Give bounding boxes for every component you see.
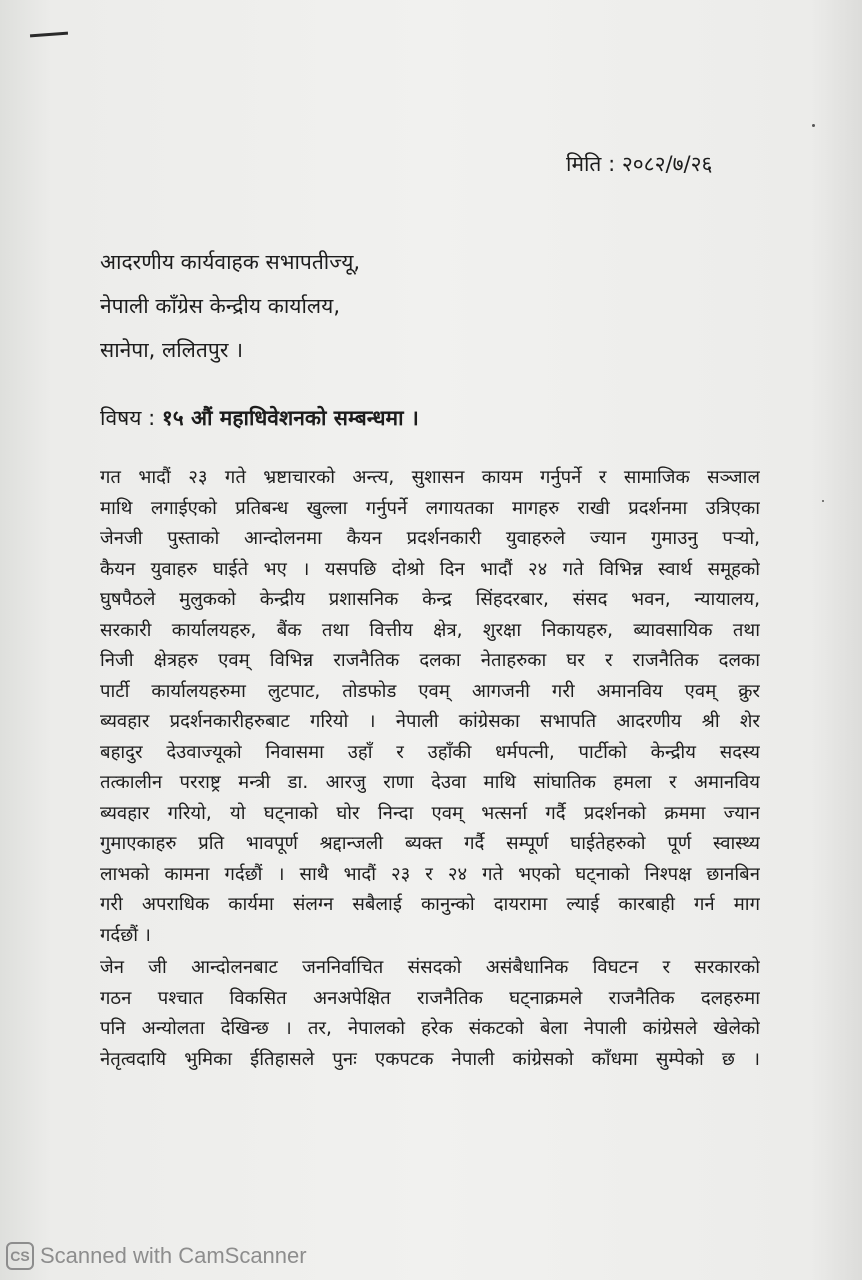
letter-body bbox=[100, 463, 760, 1075]
scan-speck bbox=[822, 500, 824, 502]
body-line: निजी क्षेत्रहरु एवम् विभिन्न राजनैतिक दलका नेताहरुका घर र राजनैतिक दलका bbox=[100, 650, 760, 671]
body-line: जेन जी आन्दोलनबाट जननिर्वाचित संसदको असंबैधानिक विघटन र सरकारको bbox=[100, 957, 760, 978]
recipient-line: नेपाली काँग्रेस केन्द्रीय कार्यालय, bbox=[100, 294, 340, 318]
body-line: जेनजी पुस्ताको आन्दोलनमा कैयन प्रदर्शनकारी युवाहरुले ज्यान गुमाउनु पर्‍यो, bbox=[100, 528, 760, 549]
pen-mark bbox=[30, 32, 68, 38]
subject-label: विषय : bbox=[100, 406, 156, 430]
body-line: पनि अन्योलता देखिन्छ । तर, नेपालको हरेक संकटको बेला नेपाली कांग्रेसले खेलेको bbox=[100, 1018, 760, 1039]
paragraph-1 bbox=[100, 463, 760, 951]
body-line: गुमाएकाहरु प्रति भावपूर्ण श्रद्दान्जली ब्यक्त गर्दै सम्पूर्ण घाईतेहरुको पूर्ण स्वास्थ्य bbox=[100, 833, 760, 854]
body-line: गर्दछौं । bbox=[100, 924, 151, 946]
camscanner-logo-icon: CS bbox=[6, 1242, 34, 1270]
body-line: तत्कालीन परराष्ट्र मन्त्री डा. आरजु राणा देउवा माथि सांघातिक हमला र अमानविय bbox=[100, 772, 760, 793]
scan-speck bbox=[812, 124, 815, 127]
body-line: लाभको कामना गर्दछौं । साथै भादौं २३ र २४ गते भएको घट्नाको निश्पक्ष छानबिन bbox=[100, 863, 760, 885]
recipient-line: आदरणीय कार्यवाहक सभापतीज्यू, bbox=[100, 250, 361, 274]
body-line: ब्यवहार गरियो, यो घट्नाको घोर निन्दा एवम् भत्सर्ना गर्दै प्रदर्शनको क्रममा ज्यान bbox=[100, 802, 760, 824]
body-line: गत भादौं २३ गते भ्रष्टाचारको अन्त्य, सुशासन कायम गर्नुपर्ने र सामाजिक सञ्जाल bbox=[100, 467, 760, 488]
body-line: घुषपैठले मुलुकको केन्द्रीय प्रशासनिक केन्द्र सिंहदरबार, संसद भवन, न्यायालय, bbox=[100, 589, 760, 610]
letter-subject bbox=[100, 404, 419, 432]
recipient-line: सानेपा, ललितपुर । bbox=[100, 338, 244, 362]
camscanner-watermark bbox=[6, 1242, 307, 1270]
body-line: पार्टी कार्यालयहरुमा लुटपाट, तोडफोड एवम् आगजनी गरी अमानविय एवम् क्रुर bbox=[100, 680, 760, 702]
body-line: ब्यवहार प्रदर्शनकारीहरुबाट गरियो । नेपाली कांग्रेसका सभापति आदरणीय श्री शेर bbox=[100, 711, 760, 732]
recipient-address bbox=[100, 240, 360, 372]
body-line: माथि लगाईएको प्रतिबन्ध खुल्ला गर्नुपर्ने लगायतका मागहरु राखी प्रदर्शनमा उत्रिएका bbox=[100, 497, 760, 519]
watermark-text: Scanned with CamScanner bbox=[40, 1243, 307, 1268]
letter-date: मिति : २०८२/७/२६ bbox=[566, 152, 713, 176]
body-line: गठन पश्चात विकसित अनअपेक्षित राजनैतिक घट्नाक्रमले राजनैतिक दलहरुमा bbox=[100, 987, 760, 1009]
body-line: नेतृत्वदायि भुमिका ईतिहासले पुनः एकपटक नेपाली कांग्रेसको काँधमा सुम्पेको छ । bbox=[100, 1048, 760, 1070]
body-line: कैयन युवाहरु घाईते भए । यसपछि दोश्रो दिन भादौं २४ गते विभिन्न स्वार्थ समूहको bbox=[100, 558, 760, 580]
subject-text: १५ औं महाधिवेशनको सम्बन्धमा । bbox=[161, 406, 419, 430]
body-line: बहादुर देउवाज्यूको निवासमा उहाँ र उहाँकी धर्मपत्नी, पार्टीको केन्द्रीय सदस्य bbox=[100, 741, 760, 763]
paragraph-2 bbox=[100, 953, 760, 1075]
body-line: सरकारी कार्यालयहरु, बैंक तथा वित्तीय क्षेत्र, शुरक्षा निकायहरु, ब्यावसायिक तथा bbox=[100, 619, 760, 641]
body-line: गरी अपराधिक कार्यमा संलग्न सबैलाई कानुन्को दायरामा ल्याई कारबाही गर्न माग bbox=[100, 894, 760, 915]
